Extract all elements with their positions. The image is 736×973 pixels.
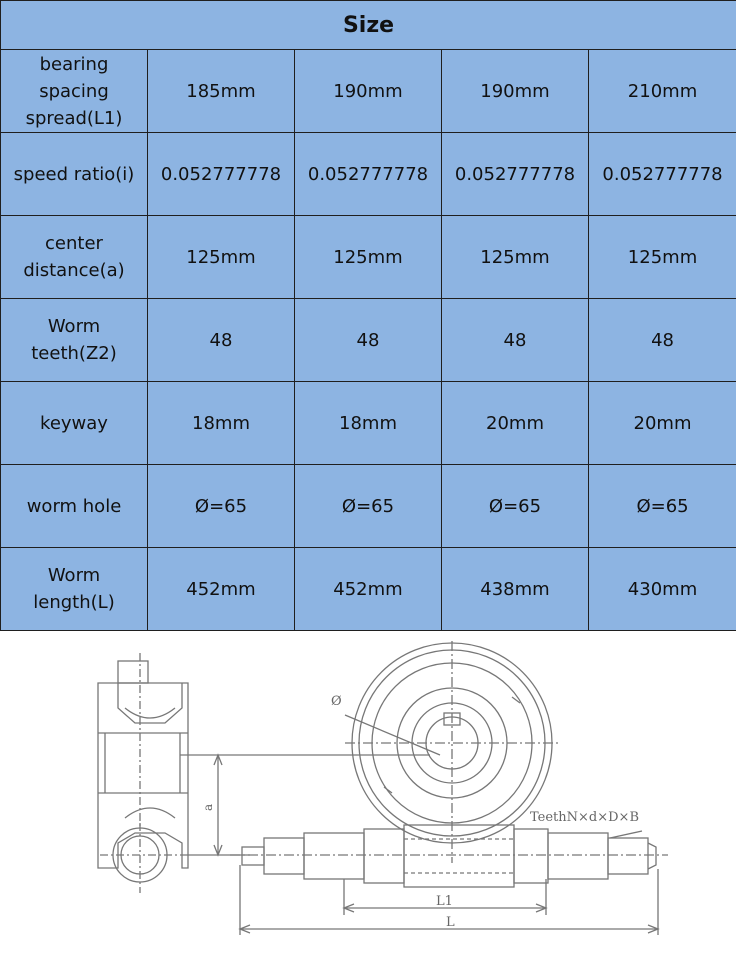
table-cell: Ø=65 bbox=[295, 465, 442, 548]
table-cell: 185mm bbox=[148, 50, 295, 133]
worm-gear-drawing bbox=[0, 633, 736, 973]
row-label: Worm teeth(Z2) bbox=[1, 299, 148, 382]
table-cell: 190mm bbox=[442, 50, 589, 133]
row-label: center distance(a) bbox=[1, 216, 148, 299]
center-distance-label: a bbox=[201, 803, 215, 811]
table-cell: Ø=65 bbox=[442, 465, 589, 548]
bearing-spacing-label: L1 bbox=[436, 894, 453, 909]
table-cell: 430mm bbox=[589, 548, 736, 631]
table-row-worm-hole bbox=[1, 465, 736, 548]
table-cell: 190mm bbox=[295, 50, 442, 133]
table-cell: 0.052777778 bbox=[295, 133, 442, 216]
table-cell: 48 bbox=[589, 299, 736, 382]
table-cell: 18mm bbox=[148, 382, 295, 465]
table-row-center-distance bbox=[1, 216, 736, 299]
row-label: keyway bbox=[1, 382, 148, 465]
row-label: Worm length(L) bbox=[1, 548, 148, 631]
table-cell: 48 bbox=[442, 299, 589, 382]
worm-shaft bbox=[230, 825, 668, 887]
table-cell: 438mm bbox=[442, 548, 589, 631]
table-cell: 0.052777778 bbox=[442, 133, 589, 216]
technical-drawing-svg bbox=[0, 633, 736, 973]
table-cell: 452mm bbox=[295, 548, 442, 631]
table-header-row bbox=[1, 1, 736, 50]
table-cell: 125mm bbox=[589, 216, 736, 299]
table-row-worm-length bbox=[1, 548, 736, 631]
row-label: worm hole bbox=[1, 465, 148, 548]
table-cell: 452mm bbox=[148, 548, 295, 631]
table-row-speed-ratio bbox=[1, 133, 736, 216]
table-cell: 48 bbox=[295, 299, 442, 382]
table-cell: 20mm bbox=[589, 382, 736, 465]
table-cell: 125mm bbox=[295, 216, 442, 299]
spline-label: TeethN×d×D×B bbox=[530, 810, 639, 825]
table-cell: 125mm bbox=[442, 216, 589, 299]
row-label: speed ratio(i) bbox=[1, 133, 148, 216]
center-distance-dimension bbox=[180, 755, 430, 855]
table-title: Size bbox=[1, 1, 736, 50]
table-row-keyway bbox=[1, 382, 736, 465]
wheel-front-view bbox=[345, 641, 560, 863]
table-cell: 48 bbox=[148, 299, 295, 382]
diameter-symbol: Ø bbox=[331, 694, 342, 709]
table-cell: 0.052777778 bbox=[589, 133, 736, 216]
table-cell: 125mm bbox=[148, 216, 295, 299]
table-cell: 18mm bbox=[295, 382, 442, 465]
length-label: L bbox=[446, 915, 455, 930]
table-cell: 0.052777778 bbox=[148, 133, 295, 216]
table-cell: 210mm bbox=[589, 50, 736, 133]
wheel-side-view bbox=[98, 653, 188, 893]
row-label: bearing spacing spread(L1) bbox=[1, 50, 148, 133]
table-row-worm-teeth bbox=[1, 299, 736, 382]
table-row-bearing-spacing bbox=[1, 50, 736, 133]
table-cell: Ø=65 bbox=[589, 465, 736, 548]
table-cell: Ø=65 bbox=[148, 465, 295, 548]
table-cell: 20mm bbox=[442, 382, 589, 465]
